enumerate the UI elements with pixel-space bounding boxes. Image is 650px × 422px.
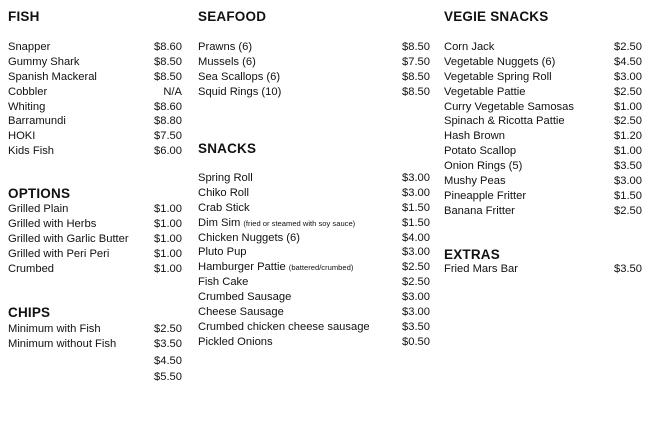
item-price: $3.00 bbox=[614, 175, 642, 188]
item-name-wrap bbox=[8, 70, 97, 85]
item-price: $3.50 bbox=[402, 320, 430, 333]
item-name: Curry Vegetable Samosas bbox=[444, 100, 574, 113]
item-name: HOKI bbox=[8, 130, 36, 143]
item-name-wrap bbox=[198, 320, 370, 335]
menu-item bbox=[8, 144, 182, 159]
item-name-wrap bbox=[444, 70, 552, 85]
item-price: $3.00 bbox=[402, 246, 430, 259]
item-note: (battered/crumbed) bbox=[288, 263, 354, 273]
item-name: Onion Rings (5) bbox=[444, 160, 523, 173]
item-name-wrap bbox=[8, 85, 47, 100]
item-name-wrap bbox=[8, 247, 109, 262]
item-price: $3.50 bbox=[614, 263, 642, 275]
menu-item bbox=[444, 40, 642, 55]
chips-heading: CHIPS bbox=[8, 305, 51, 320]
menu-item bbox=[444, 100, 642, 115]
item-name-wrap bbox=[444, 129, 505, 144]
item-price: $3.50 bbox=[154, 337, 182, 350]
item-name: Kids Fish bbox=[8, 145, 55, 158]
item-price: $8.50 bbox=[402, 85, 430, 98]
item-price: $2.50 bbox=[614, 41, 642, 53]
fish-list bbox=[8, 40, 182, 159]
menu-item bbox=[444, 129, 642, 144]
chips-list bbox=[8, 322, 182, 352]
item-name-wrap bbox=[8, 129, 35, 144]
options-heading: OPTIONS bbox=[8, 186, 71, 201]
item-price: $1.50 bbox=[402, 216, 430, 229]
item-name: Barramundi bbox=[8, 115, 66, 128]
item-price: $2.50 bbox=[402, 276, 430, 289]
item-price: $8.50 bbox=[154, 55, 182, 68]
item-name: Grilled with Peri Peri bbox=[8, 247, 110, 260]
menu-item bbox=[8, 55, 182, 70]
menu-item bbox=[8, 129, 182, 144]
item-name: Pineapple Fritter bbox=[444, 189, 527, 202]
menu-item bbox=[8, 322, 182, 337]
item-price: $8.50 bbox=[154, 70, 182, 83]
item-name: Potato Scallop bbox=[444, 145, 517, 158]
item-price: $8.80 bbox=[154, 115, 182, 128]
item-name-wrap bbox=[8, 232, 129, 247]
item-name-wrap bbox=[444, 262, 518, 277]
item-price: $3.00 bbox=[402, 291, 430, 304]
item-price: $8.50 bbox=[402, 70, 430, 83]
item-name: Hash Brown bbox=[444, 130, 505, 143]
item-name-wrap bbox=[8, 114, 66, 129]
item-price: $2.50 bbox=[614, 85, 642, 98]
item-price: $1.20 bbox=[614, 130, 642, 143]
item-name: Chicken Nuggets (6) bbox=[198, 231, 300, 244]
item-name-wrap bbox=[8, 217, 96, 232]
item-name: Spinach & Ricotta Pattie bbox=[444, 115, 565, 128]
menu-item bbox=[444, 85, 642, 100]
item-name: Fried Mars Bar bbox=[444, 263, 518, 275]
item-price: $1.50 bbox=[614, 189, 642, 202]
item-price: $1.00 bbox=[154, 232, 182, 245]
item-name: Chiko Roll bbox=[198, 186, 249, 199]
item-price: $1.00 bbox=[614, 100, 642, 113]
item-name: Whiting bbox=[8, 100, 46, 113]
menu-item bbox=[8, 337, 182, 352]
item-name-wrap bbox=[444, 144, 516, 159]
item-price: $1.50 bbox=[402, 201, 430, 214]
menu-item bbox=[198, 275, 430, 290]
item-price: $2.50 bbox=[154, 323, 182, 335]
menu-item bbox=[198, 186, 430, 201]
item-name: Crumbed Sausage bbox=[198, 291, 292, 304]
chips-extra-price: $5.50 bbox=[154, 371, 182, 383]
item-name-wrap bbox=[198, 55, 256, 70]
menu-item bbox=[8, 262, 182, 277]
item-note: (fried or steamed with soy sauce) bbox=[243, 218, 356, 228]
item-name-wrap bbox=[444, 85, 526, 100]
item-name: Grilled with Garlic Butter bbox=[8, 232, 129, 245]
item-name-wrap bbox=[444, 100, 574, 115]
item-name-wrap bbox=[198, 231, 300, 246]
menu-item bbox=[198, 245, 430, 260]
item-price: N/A bbox=[163, 85, 182, 98]
item-price: $8.60 bbox=[154, 100, 182, 113]
item-name: Dim Sim bbox=[198, 216, 241, 229]
menu-item bbox=[198, 320, 430, 335]
vegie-list bbox=[444, 40, 642, 219]
item-name-wrap bbox=[198, 245, 247, 260]
item-price: $3.00 bbox=[402, 172, 430, 184]
menu-item bbox=[444, 189, 642, 204]
menu-item bbox=[8, 70, 182, 85]
menu-item bbox=[8, 247, 182, 262]
item-price: $7.50 bbox=[154, 130, 182, 143]
item-name-wrap bbox=[444, 159, 522, 174]
item-name-wrap bbox=[8, 202, 68, 217]
menu-item bbox=[8, 85, 182, 100]
item-name: Sea Scallops (6) bbox=[198, 70, 281, 83]
item-name: Minimum with Fish bbox=[8, 323, 101, 335]
menu-item bbox=[444, 262, 642, 277]
snacks-list bbox=[198, 171, 430, 350]
extras-heading: EXTRAS bbox=[444, 247, 500, 262]
menu-item bbox=[444, 204, 642, 219]
menu-item bbox=[198, 55, 430, 70]
item-price: $2.50 bbox=[402, 261, 430, 274]
menu-item bbox=[8, 217, 182, 232]
item-name-wrap bbox=[198, 305, 284, 320]
menu-item bbox=[8, 232, 182, 247]
item-name-wrap bbox=[198, 201, 250, 216]
item-price: $8.50 bbox=[402, 41, 430, 53]
item-name-wrap bbox=[198, 290, 291, 305]
menu-item bbox=[444, 114, 642, 129]
item-price: $6.00 bbox=[154, 145, 182, 158]
item-price: $3.50 bbox=[614, 160, 642, 173]
item-price: $1.00 bbox=[154, 247, 182, 260]
item-name: Cheese Sausage bbox=[198, 306, 284, 319]
seafood-heading: SEAFOOD bbox=[198, 9, 267, 24]
item-name: Spring Roll bbox=[198, 172, 253, 184]
item-name: Crumbed chicken cheese sausage bbox=[198, 320, 370, 333]
menu-item bbox=[198, 171, 430, 186]
item-name: Corn Jack bbox=[444, 41, 495, 53]
item-name-wrap bbox=[198, 335, 273, 350]
item-price: $7.50 bbox=[402, 55, 430, 68]
menu-item bbox=[444, 144, 642, 159]
item-name: Crab Stick bbox=[198, 201, 250, 214]
menu-item bbox=[8, 40, 182, 55]
item-name: Banana Fritter bbox=[444, 204, 515, 217]
item-name: Mussels (6) bbox=[198, 55, 256, 68]
item-name-wrap bbox=[8, 144, 54, 159]
menu-item bbox=[198, 290, 430, 305]
item-price: $1.00 bbox=[614, 145, 642, 158]
menu-item bbox=[198, 305, 430, 320]
item-name-wrap bbox=[198, 70, 280, 85]
item-name-wrap bbox=[198, 186, 249, 201]
menu-item bbox=[444, 70, 642, 85]
item-name-wrap bbox=[444, 189, 526, 204]
item-price: $2.50 bbox=[614, 115, 642, 128]
item-name-wrap bbox=[8, 55, 80, 70]
item-name: Squid Rings (10) bbox=[198, 85, 282, 98]
item-name-wrap bbox=[8, 262, 54, 277]
menu-item bbox=[8, 114, 182, 129]
seafood-list bbox=[198, 40, 430, 100]
item-price: $1.00 bbox=[154, 203, 182, 215]
item-name-wrap bbox=[198, 40, 252, 55]
item-price: $4.50 bbox=[614, 55, 642, 68]
item-name-wrap bbox=[8, 337, 116, 352]
item-name: Snapper bbox=[8, 41, 51, 53]
item-name: Grilled with Herbs bbox=[8, 217, 97, 230]
item-name-wrap bbox=[198, 216, 355, 232]
menu-item bbox=[198, 260, 430, 275]
item-name: Pluto Pup bbox=[198, 246, 247, 259]
item-name-wrap bbox=[8, 100, 45, 115]
menu-item bbox=[444, 55, 642, 70]
item-price: $1.00 bbox=[154, 262, 182, 275]
item-name: Vegetable Nuggets (6) bbox=[444, 55, 556, 68]
extras-list bbox=[444, 262, 642, 277]
item-price: $0.50 bbox=[402, 335, 430, 348]
chips-extra-price: $4.50 bbox=[154, 355, 182, 367]
menu-item bbox=[8, 202, 182, 217]
item-name: Crumbed bbox=[8, 262, 55, 275]
item-name: Prawns (6) bbox=[198, 41, 253, 53]
item-name-wrap bbox=[444, 114, 565, 129]
item-name: Hamburger Pattie bbox=[198, 261, 286, 274]
item-name: Pickled Onions bbox=[198, 335, 273, 348]
fish-heading: FISH bbox=[8, 9, 40, 24]
item-name: Cobbler bbox=[8, 85, 48, 98]
item-name-wrap bbox=[8, 40, 50, 55]
menu-item bbox=[444, 174, 642, 189]
item-name: Minimum without Fish bbox=[8, 337, 117, 350]
item-price: $1.00 bbox=[154, 217, 182, 230]
item-name-wrap bbox=[444, 40, 494, 55]
item-price: $4.00 bbox=[402, 231, 430, 244]
item-name: Vegetable Pattie bbox=[444, 85, 526, 98]
item-name-wrap bbox=[198, 171, 253, 186]
item-price: $2.50 bbox=[614, 204, 642, 217]
options-list bbox=[8, 202, 182, 276]
item-name-wrap bbox=[198, 275, 248, 290]
item-name-wrap bbox=[198, 85, 281, 100]
snacks-heading: SNACKS bbox=[198, 141, 257, 156]
item-name: Gummy Shark bbox=[8, 55, 80, 68]
item-name-wrap bbox=[8, 322, 101, 337]
item-name-wrap bbox=[198, 260, 353, 276]
item-name: Vegetable Spring Roll bbox=[444, 70, 552, 83]
item-price: $3.00 bbox=[614, 70, 642, 83]
menu-item bbox=[198, 335, 430, 350]
item-name: Mushy Peas bbox=[444, 175, 506, 188]
menu-item bbox=[198, 40, 430, 55]
menu-item bbox=[198, 201, 430, 216]
item-name-wrap bbox=[444, 174, 506, 189]
item-price: $3.00 bbox=[402, 186, 430, 199]
menu-item bbox=[198, 216, 430, 231]
item-price: $3.00 bbox=[402, 306, 430, 319]
item-name: Grilled Plain bbox=[8, 203, 69, 215]
item-name: Fish Cake bbox=[198, 276, 249, 289]
menu-item bbox=[198, 231, 430, 246]
menu-item bbox=[198, 85, 430, 100]
menu-item bbox=[198, 70, 430, 85]
item-price: $8.60 bbox=[154, 41, 182, 53]
menu-item bbox=[8, 100, 182, 115]
vegie-heading: VEGIE SNACKS bbox=[444, 9, 549, 24]
item-name: Spanish Mackeral bbox=[8, 70, 97, 83]
item-name-wrap bbox=[444, 55, 555, 70]
menu-item bbox=[444, 159, 642, 174]
item-name-wrap bbox=[444, 204, 515, 219]
